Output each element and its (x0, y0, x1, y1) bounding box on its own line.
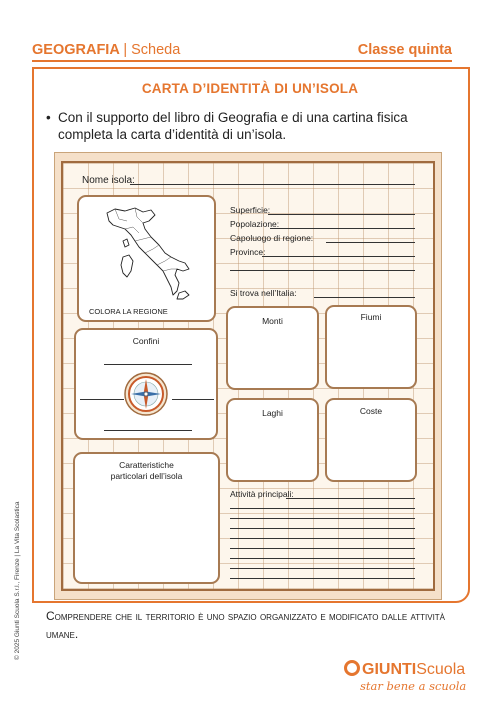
bullet-icon: • (46, 110, 51, 125)
logo-brand: GIUNTI (362, 661, 417, 678)
province-field-line-2[interactable] (230, 270, 415, 271)
confini-label: Confini (132, 336, 160, 346)
attivita-line[interactable] (230, 548, 415, 549)
section-label: Scheda (131, 42, 181, 58)
laghi-box (226, 398, 319, 482)
province-field[interactable] (262, 256, 415, 257)
attivita-label: Attività principali: (230, 489, 294, 499)
learning-objective: Comprendere che il territorio è uno spazio organizzato e modificato dalle attività umane. (46, 609, 446, 641)
header-separator: | (123, 42, 128, 58)
fiumi-box (325, 305, 417, 389)
instruction-text: Con il supporto del libro di Geografia e di una cartina fisica completa la carta d’identità di un’isola. (58, 110, 408, 142)
page-title: CARTA D’IDENTITÀ DI UN’ISOLA (141, 81, 359, 96)
monti-box (226, 306, 319, 390)
capoluogo-label: Capoluogo di regione: (230, 233, 314, 243)
map-box (77, 195, 216, 322)
name-label: Nome isola: (82, 175, 135, 186)
confini-box (74, 328, 218, 440)
italy-map-icon (79, 199, 218, 304)
caratteristiche-label-line-2: particolari dell’isola (110, 471, 183, 481)
fiumi-label: Fiumi (360, 312, 382, 322)
compass-rose-icon (124, 372, 168, 416)
attivita-line[interactable] (230, 538, 415, 539)
confini-west-field[interactable] (80, 399, 124, 400)
confini-east-field[interactable] (172, 399, 214, 400)
header-divider (32, 60, 452, 62)
popolazione-label: Popolazione: (230, 219, 280, 229)
giunti-logo (344, 660, 465, 679)
superficie-label: Superficie: (230, 205, 271, 215)
name-field[interactable] (130, 184, 415, 185)
logo-suffix: Scuola (416, 661, 466, 678)
capoluogo-field[interactable] (326, 242, 415, 243)
popolazione-field[interactable] (270, 228, 415, 229)
coste-box (325, 398, 417, 482)
attivita-line[interactable] (230, 578, 415, 579)
confini-south-field[interactable] (104, 430, 192, 431)
monti-label: Monti (262, 316, 283, 326)
caratteristiche-label (75, 460, 218, 482)
superficie-field[interactable] (268, 214, 415, 215)
si-trova-field[interactable] (314, 297, 415, 298)
si-trova-label: Si trova nell’Italia: (230, 288, 297, 298)
copyright-text: © 2025 Giunti Scuola S.r.l., Firenze | La Vita Scolastica (14, 501, 21, 660)
class-label: Classe quinta (357, 42, 452, 58)
instruction (46, 109, 446, 143)
attivita-line[interactable] (230, 518, 415, 519)
caratteristiche-box (73, 452, 220, 584)
attivita-field[interactable] (286, 498, 415, 499)
subject-header (32, 42, 180, 58)
confini-north-field[interactable] (104, 364, 192, 365)
laghi-label: Laghi (262, 408, 283, 418)
attivita-line[interactable] (230, 558, 415, 559)
tagline: star bene a scuola (360, 679, 467, 693)
giunti-logo-icon (344, 660, 360, 676)
attivita-line[interactable] (230, 508, 415, 509)
province-label: Province: (230, 247, 266, 257)
attivita-line[interactable] (230, 528, 415, 529)
subject-label: GEOGRAFIA (32, 42, 120, 58)
caratteristiche-label-line-1: Caratteristiche (119, 460, 174, 470)
coste-label: Coste (359, 406, 383, 416)
map-label: COLORA LA REGIONE (89, 307, 168, 316)
attivita-line[interactable] (230, 568, 415, 569)
